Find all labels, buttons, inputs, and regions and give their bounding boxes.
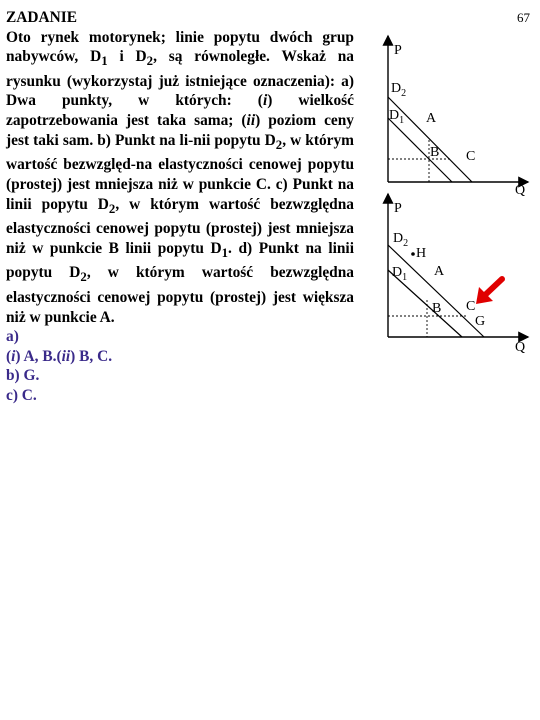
answer-a-part: ( (6, 347, 12, 365)
top-d2-label: $D_2$ (391, 81, 407, 99)
bottom-demand-line-d2 (388, 245, 484, 337)
subscript: 2 (80, 270, 87, 285)
answer-a-part: ) B, C. (70, 347, 113, 365)
answer-a-part: ) A, B.( (15, 347, 62, 365)
bottom-axis-y-label: P (394, 201, 402, 216)
bottom-point-g-label: G (475, 314, 486, 329)
task-body-part: , w którym wartość bezwzględ-na elastyczności cenowej popytu (prostej) jest mniejsza niż w punkcie C. c) Punkt na linii popytu D (6, 131, 355, 213)
bottom-d1-label: $D_1$ (392, 265, 408, 283)
top-point-a-label: A (426, 111, 437, 126)
task-body-part: Oto rynek motorynek; linie popytu dwóch grup nabywców, D (6, 28, 354, 66)
bottom-point-h-label: H (416, 246, 427, 261)
subscript: 1 (221, 245, 229, 260)
subscript: 2 (146, 54, 154, 69)
task-body-part: , są równoległe. Wskaż na rysunku (wykorzystaj już istniejące oznaczenia): a) Dwa punkty, w których: ( (6, 48, 354, 110)
subscript: 2 (275, 137, 283, 152)
bottom-graph (388, 194, 528, 355)
answer-b: b) G. (6, 367, 40, 385)
top-point-b-label: B (430, 145, 440, 160)
answer-c: c) C. (6, 387, 37, 405)
top-demand-line-d1 (388, 118, 452, 182)
bottom-point-c-label: C (466, 299, 476, 314)
subscript: 1 (101, 54, 108, 69)
page-number: 67 (517, 10, 530, 25)
task-body-part: i D (107, 48, 147, 66)
task-heading: ZADANIE (6, 9, 77, 26)
subscript: 2 (108, 201, 116, 216)
top-axis-x-label: Q (515, 183, 526, 198)
bottom-point-a-label: A (434, 264, 445, 279)
task-body-part: , w którym wartość bezwzględna elastyczności cenowej popytu (prostej) jest mniejsza niż w punkcie B linii popytu D (6, 195, 354, 257)
task-body-part: ) wielkość zapotrzebowania jest taka sama; ( (6, 92, 354, 130)
bottom-axis-x-label: Q (515, 340, 526, 355)
top-graph (388, 36, 528, 198)
task-body-part: , w którym wartość bezwzględna elastyczności cenowej popytu (prostej) jest większa niż w punkcie A. (6, 264, 354, 326)
italic-marker: i (262, 92, 268, 110)
answer-a-italic: i (11, 347, 16, 365)
bottom-point-h-marker (411, 252, 415, 256)
bottom-d2-label: $D_2$ (393, 231, 409, 249)
answer-a-label: a) (6, 328, 19, 346)
answer-a-italic: ii (61, 347, 71, 365)
task-body-part: ) poziom ceny jest taki sam. b) Punkt na li-nii popytu D (6, 112, 355, 149)
top-demand-line-d2 (388, 97, 472, 182)
task-body-part: . d) Punkt na linii popytu D (6, 239, 354, 282)
top-axis-y-label: P (394, 43, 402, 58)
italic-marker: ii (246, 112, 256, 130)
top-point-c-label: C (466, 149, 476, 164)
top-d1-label: $D_1$ (389, 108, 405, 126)
bottom-point-b-label: B (432, 301, 442, 316)
red-pointer-arrow-icon (476, 279, 502, 304)
